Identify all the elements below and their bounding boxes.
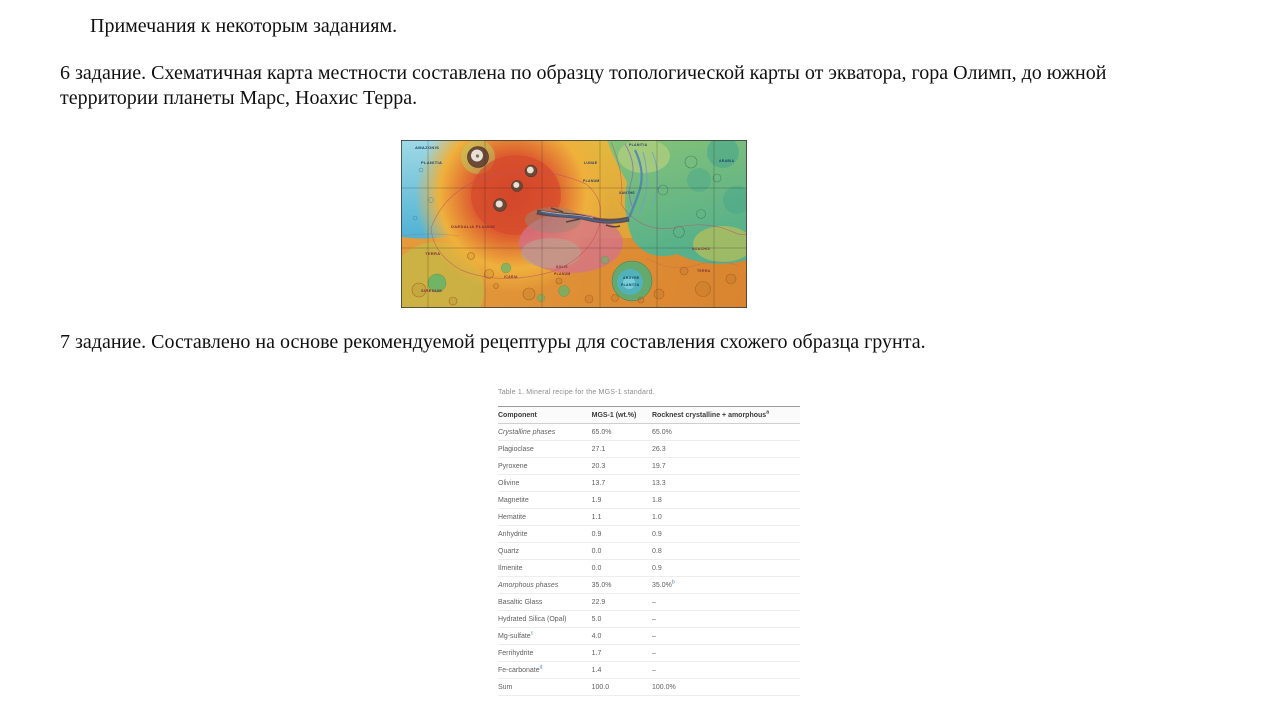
cell-mgs1-value: 1.1 xyxy=(592,509,652,526)
table-row xyxy=(498,475,800,492)
cell-mgs1-value: 0.9 xyxy=(592,526,652,543)
cell-component: Sum xyxy=(498,679,592,696)
cell-mgs1-value: 4.0 xyxy=(592,628,652,645)
cell-mgs1-value: 1.7 xyxy=(592,645,652,662)
map-label-icaria: ICARIA xyxy=(504,275,518,279)
table-row xyxy=(498,543,800,560)
cell-rocknest-value: 0.9 xyxy=(652,526,800,543)
cell-mgs1-value: 5.0 xyxy=(592,611,652,628)
cell-mgs1-value: 27.1 xyxy=(592,441,652,458)
cell-rocknest-value: 13.3 xyxy=(652,475,800,492)
cell-component: Pyroxene xyxy=(498,458,592,475)
footnote-marker: d xyxy=(539,664,543,671)
cell-rocknest-value: – xyxy=(652,611,800,628)
cell-rocknest-value: 100.0% xyxy=(652,679,800,696)
cell-component: Ilmenite xyxy=(498,560,592,577)
cell-mgs1-value: 1.9 xyxy=(592,492,652,509)
cell-component: Quartz xyxy=(498,543,592,560)
column-header-mgs1: MGS-1 (wt.%) xyxy=(592,407,652,424)
map-label-solis-2: PLANUM xyxy=(554,272,571,276)
cell-rocknest-value: 26.3 xyxy=(652,441,800,458)
table-row xyxy=(498,560,800,577)
mars-topographic-map xyxy=(401,140,747,308)
cell-component: Olivine xyxy=(498,475,592,492)
cell-mgs1-value: 0.0 xyxy=(592,543,652,560)
cell-rocknest-value: 1.0 xyxy=(652,509,800,526)
task-7-text: 7 задание. Составлено на основе рекомендуемой рецептуры для составления схожего образца грунта. xyxy=(60,331,926,353)
table-row xyxy=(498,509,800,526)
cell-component: Anhydrite xyxy=(498,526,592,543)
cell-component: Magnetite xyxy=(498,492,592,509)
table-body xyxy=(498,424,800,696)
cell-mgs1-value: 13.7 xyxy=(592,475,652,492)
map-label-solis: SOLIS xyxy=(556,265,568,269)
table-caption: Table 1. Mineral recipe for the MGS-1 standard. xyxy=(498,389,655,396)
cell-mgs1-value: 35.0% xyxy=(592,577,652,594)
table-row xyxy=(498,441,800,458)
cell-component: Fe-carbonate$^d$ xyxy=(498,662,592,679)
map-label-argyre: ARGYRE xyxy=(623,276,640,280)
map-label-lunae: LUNAE xyxy=(584,161,598,165)
cell-rocknest-value: 35.0%$^b$ xyxy=(652,577,800,594)
cell-rocknest-value: – xyxy=(652,645,800,662)
column-header-rocknest: Rocknest crystalline + amorphous$^a$ xyxy=(652,407,800,424)
cell-component: Ferrihydrite xyxy=(498,645,592,662)
table-row xyxy=(498,594,800,611)
table-header-row xyxy=(498,407,800,424)
cell-rocknest-value: – xyxy=(652,662,800,679)
cell-mgs1-value: 20.3 xyxy=(592,458,652,475)
table-row xyxy=(498,424,800,441)
footnote-a-marker: a xyxy=(766,409,769,416)
map-label-chryse: PLANITIA xyxy=(629,143,648,147)
cell-rocknest-value: 1.8 xyxy=(652,492,800,509)
map-label-daedalia: DAEDALIA PLANUM xyxy=(451,224,495,229)
map-label-lunae-2: PLANUM xyxy=(583,179,600,183)
column-header-component: Component xyxy=(498,407,592,424)
table-row xyxy=(498,611,800,628)
footnote-marker: c xyxy=(530,630,534,637)
map-label-noachis-2: TERRA xyxy=(697,269,711,273)
map-label-xanthe: XANTHE xyxy=(619,191,636,195)
cell-component: Basaltic Glass xyxy=(498,594,592,611)
cell-mgs1-value: 65.0% xyxy=(592,424,652,441)
cell-mgs1-value: 22.9 xyxy=(592,594,652,611)
ascraeus-mons-icon xyxy=(525,165,537,177)
mineral-table-figure xyxy=(498,389,800,696)
cell-component: Plagioclase xyxy=(498,441,592,458)
map-label-argyre-2: PLANITIA xyxy=(621,283,640,287)
cell-mgs1-value: 0.0 xyxy=(592,560,652,577)
cell-rocknest-value: – xyxy=(652,628,800,645)
cell-mgs1-value: 1.4 xyxy=(592,662,652,679)
cell-rocknest-value: 65.0% xyxy=(652,424,800,441)
table-row xyxy=(498,526,800,543)
map-label-sirenum-2: SIRENUM xyxy=(421,288,442,293)
table-row xyxy=(498,492,800,509)
table-row xyxy=(498,645,800,662)
footnote-marker: b xyxy=(671,579,675,586)
task-6-text: 6 задание. Схематичная карта местности составлена по образцу топологической карты от экватора, гора Олимп, до южной территории планеты Марс, Ноахис Терра. xyxy=(60,62,1107,109)
table-row xyxy=(498,628,800,645)
cell-component: Amorphous phases xyxy=(498,577,592,594)
map-label-sirenum: TERRA xyxy=(425,251,441,256)
table-row xyxy=(498,577,800,594)
cell-mgs1-value: 100.0 xyxy=(592,679,652,696)
map-label-amazonis-2: PLANITIA xyxy=(421,160,443,165)
mars-map-figure xyxy=(401,140,747,308)
map-label-noachis: NOACHIS xyxy=(692,247,711,251)
arsia-mons-icon xyxy=(494,199,507,212)
mineral-recipe-table xyxy=(498,406,800,696)
table-row xyxy=(498,458,800,475)
cell-rocknest-value: 0.9 xyxy=(652,560,800,577)
cell-component: Hydrated Silica (Opal) xyxy=(498,611,592,628)
map-label-arabia: ARABIA xyxy=(719,159,735,163)
cell-component: Crystalline phases xyxy=(498,424,592,441)
argyre-basin xyxy=(612,261,652,301)
olympus-mons-icon xyxy=(468,147,489,168)
cell-rocknest-value: – xyxy=(652,594,800,611)
table-row xyxy=(498,662,800,679)
cell-component: Hematite xyxy=(498,509,592,526)
table-row xyxy=(498,679,800,696)
cell-rocknest-value: 19.7 xyxy=(652,458,800,475)
pavonis-mons-icon xyxy=(512,181,523,192)
page-title: Примечания к некоторым заданиям. xyxy=(90,15,398,37)
cell-component: Mg-sulfate$^c$ xyxy=(498,628,592,645)
map-label-amazonis: AMAZONIS xyxy=(415,145,440,150)
cell-rocknest-value: 0.8 xyxy=(652,543,800,560)
